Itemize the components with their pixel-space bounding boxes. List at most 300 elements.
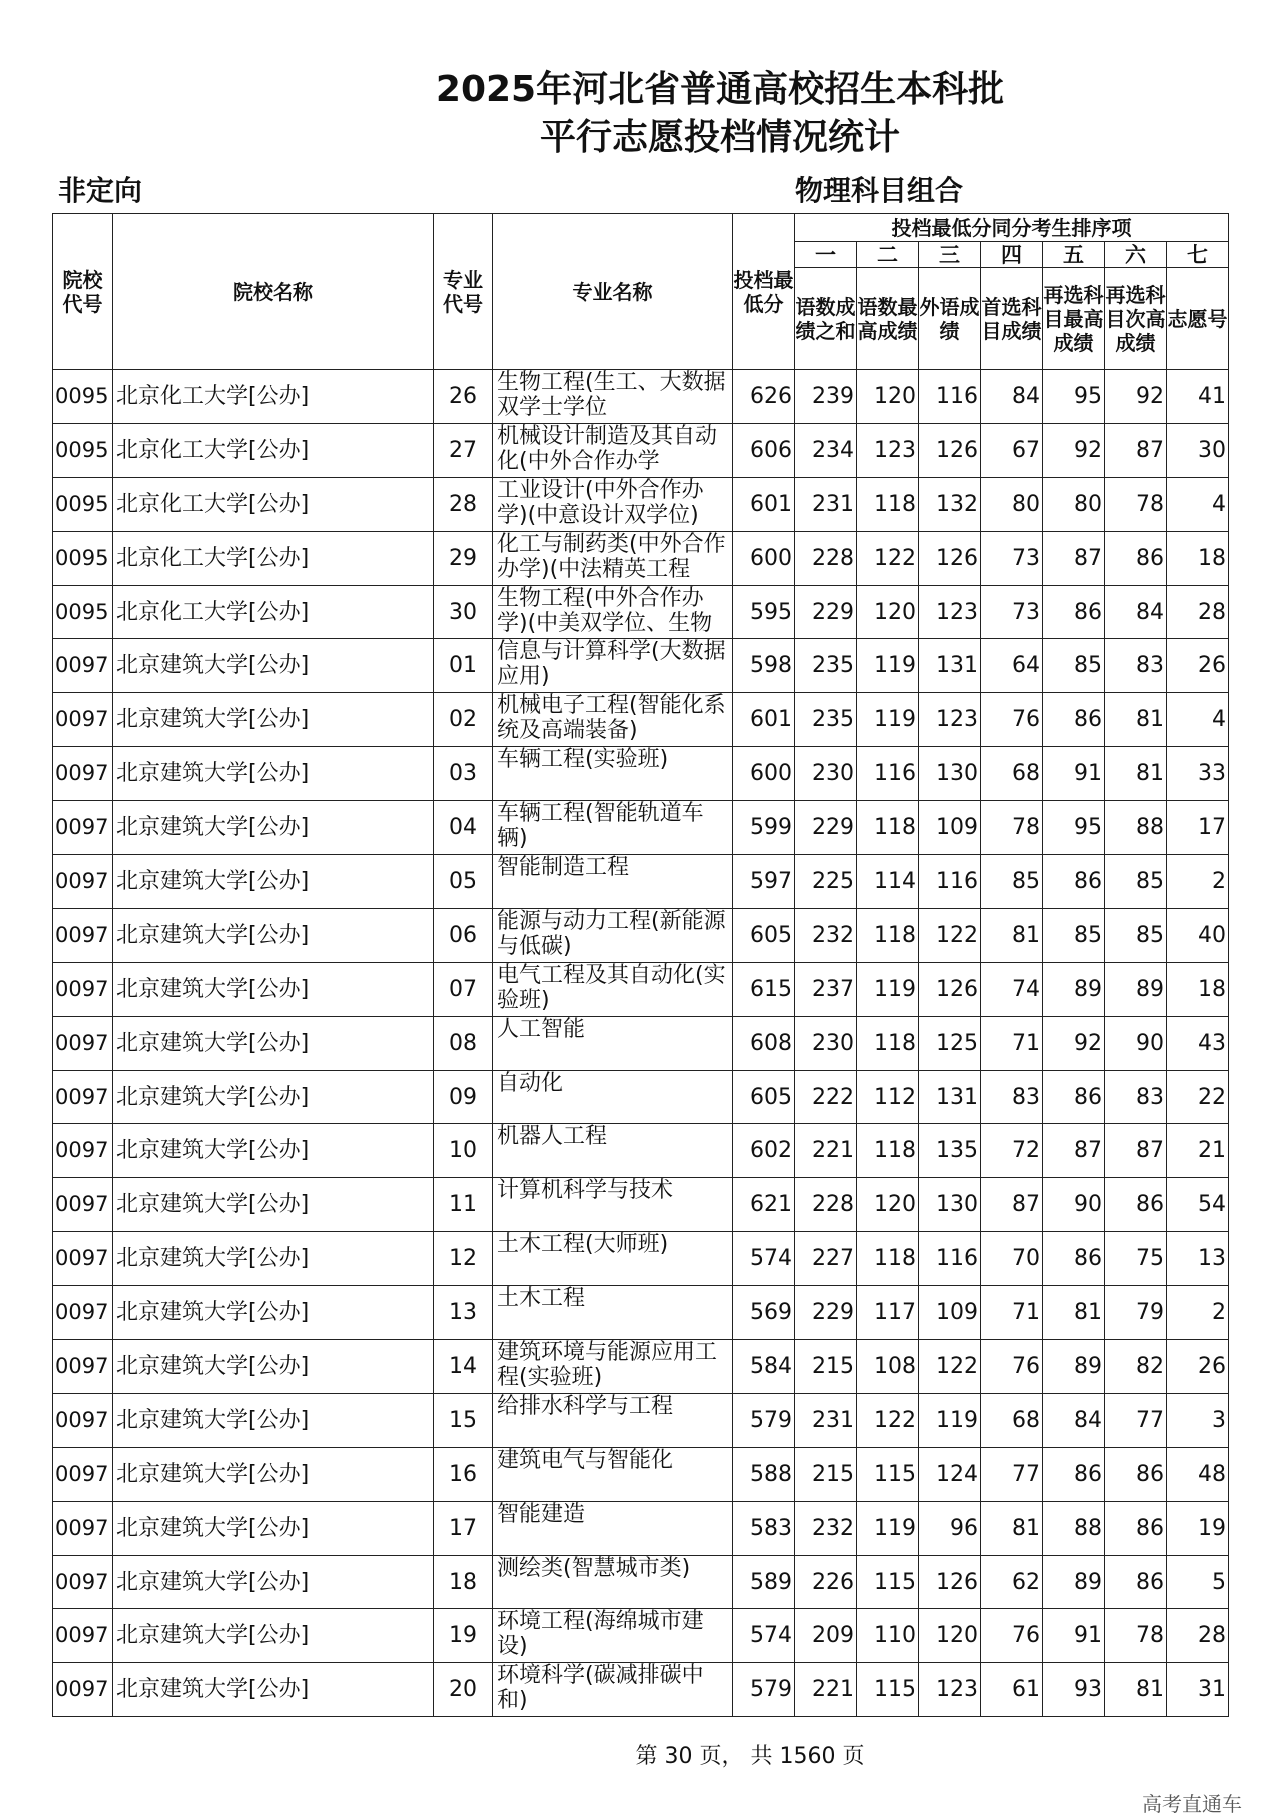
rank1-cell: 222 [795, 1070, 857, 1124]
rank4-cell: 68 [981, 1393, 1043, 1447]
rank2-cell: 117 [857, 1286, 919, 1340]
rank6-cell: 75 [1105, 1232, 1167, 1286]
major-name-text: 信息与计算科学(大数据应用) [497, 639, 726, 690]
major-name-cell [493, 908, 733, 962]
rank3-cell: 124 [919, 1447, 981, 1501]
rank2-cell: 115 [857, 1663, 919, 1717]
major-name-text: 机械电子工程(智能化系统及高端装备) [497, 693, 726, 744]
table-row [53, 1232, 1229, 1286]
rank1-cell: 235 [795, 693, 857, 747]
rank4-cell: 70 [981, 1232, 1043, 1286]
rank3-cell: 126 [919, 531, 981, 585]
rank1-cell: 230 [795, 1016, 857, 1070]
rank1-cell: 221 [795, 1663, 857, 1717]
rank3-cell: 119 [919, 1393, 981, 1447]
major-name-text: 人工智能 [497, 1016, 586, 1042]
rank5-cell: 91 [1043, 1609, 1105, 1663]
page-title-line2: 平行志愿投档情况统计 [539, 117, 900, 158]
table-row [53, 1124, 1229, 1178]
major-code-cell: 03 [434, 747, 493, 801]
school-code-cell: 0097 [53, 1178, 113, 1232]
rank1-cell: 209 [795, 1609, 857, 1663]
rank4-cell: 61 [981, 1663, 1043, 1717]
rank2-cell: 118 [857, 801, 919, 855]
major-name-text: 计算机科学与技术 [497, 1178, 674, 1204]
table-row [53, 1555, 1229, 1609]
rank4-cell: 68 [981, 747, 1043, 801]
min-score-cell: 595 [733, 585, 795, 639]
major-name-text: 生物工程(中外合作办学)(中美双学位、生物 [497, 585, 713, 636]
major-name-cell [493, 531, 733, 585]
table-row [53, 693, 1229, 747]
rank4-cell: 71 [981, 1016, 1043, 1070]
rank4-cell: 64 [981, 639, 1043, 693]
min-score-cell: 588 [733, 1447, 795, 1501]
header-rank-label: 外语成绩 [919, 268, 981, 370]
rank6-cell: 79 [1105, 1286, 1167, 1340]
rank3-cell: 96 [919, 1501, 981, 1555]
table-row [53, 639, 1229, 693]
rank4-cell: 84 [981, 370, 1043, 424]
rank1-cell: 232 [795, 908, 857, 962]
major-code-cell: 12 [434, 1232, 493, 1286]
rank7-cell: 4 [1167, 693, 1229, 747]
rank6-cell: 88 [1105, 801, 1167, 855]
school-name-cell: 北京建筑大学[公办] [113, 1124, 434, 1178]
header-school-code: 院校代号 [53, 214, 113, 370]
rank6-cell: 81 [1105, 1663, 1167, 1717]
rank3-cell: 116 [919, 855, 981, 909]
rank7-cell: 40 [1167, 908, 1229, 962]
min-score-cell: 600 [733, 531, 795, 585]
header-rank-number: 二 [857, 242, 919, 268]
rank5-cell: 86 [1043, 1232, 1105, 1286]
rank4-cell: 67 [981, 423, 1043, 477]
major-code-cell: 10 [434, 1124, 493, 1178]
header-rank-label: 再选科目最高成绩 [1043, 268, 1105, 370]
rank6-cell: 85 [1105, 855, 1167, 909]
rank6-cell: 86 [1105, 1447, 1167, 1501]
major-code-cell: 26 [434, 370, 493, 424]
school-name-cell: 北京建筑大学[公办] [113, 962, 434, 1016]
major-name-cell [493, 1232, 733, 1286]
major-code-cell: 20 [434, 1663, 493, 1717]
school-name-cell: 北京建筑大学[公办] [113, 1232, 434, 1286]
school-name-cell: 北京建筑大学[公办] [113, 1555, 434, 1609]
rank7-cell: 28 [1167, 585, 1229, 639]
major-name-text: 车辆工程(实验班) [497, 747, 669, 773]
rank5-cell: 95 [1043, 370, 1105, 424]
rank7-cell: 31 [1167, 1663, 1229, 1717]
rank6-cell: 87 [1105, 1124, 1167, 1178]
major-code-cell: 02 [434, 693, 493, 747]
rank1-cell: 235 [795, 639, 857, 693]
major-name-cell [493, 1340, 733, 1394]
school-name-cell: 北京建筑大学[公办] [113, 801, 434, 855]
rank3-cell: 122 [919, 1340, 981, 1394]
major-code-cell: 15 [434, 1393, 493, 1447]
rank6-cell: 78 [1105, 477, 1167, 531]
rank7-cell: 21 [1167, 1124, 1229, 1178]
school-name-cell: 北京化工大学[公办] [113, 585, 434, 639]
rank5-cell: 85 [1043, 908, 1105, 962]
major-name-cell [493, 1070, 733, 1124]
min-score-cell: 621 [733, 1178, 795, 1232]
school-code-cell: 0097 [53, 1663, 113, 1717]
table-row [53, 962, 1229, 1016]
rank5-cell: 86 [1043, 693, 1105, 747]
school-code-cell: 0097 [53, 1501, 113, 1555]
school-code-cell: 0097 [53, 1016, 113, 1070]
major-code-cell: 01 [434, 639, 493, 693]
rank3-cell: 116 [919, 1232, 981, 1286]
major-code-cell: 05 [434, 855, 493, 909]
major-name-text: 生物工程(生工、大数据双学士学位 [497, 370, 726, 420]
major-name-text: 环境工程(海绵城市建设) [497, 1609, 704, 1660]
rank7-cell: 28 [1167, 1609, 1229, 1663]
min-score-cell: 602 [733, 1124, 795, 1178]
rank5-cell: 84 [1043, 1393, 1105, 1447]
school-name-cell: 北京建筑大学[公办] [113, 1393, 434, 1447]
school-name-cell: 北京建筑大学[公办] [113, 1286, 434, 1340]
rank4-cell: 81 [981, 908, 1043, 962]
rank3-cell: 126 [919, 1555, 981, 1609]
school-code-cell: 0097 [53, 1340, 113, 1394]
major-name-text: 电气工程及其自动化(实验班) [497, 962, 726, 1013]
major-name-text: 能源与动力工程(新能源与低碳) [497, 908, 726, 959]
rank2-cell: 108 [857, 1340, 919, 1394]
rank4-cell: 71 [981, 1286, 1043, 1340]
rank7-cell: 41 [1167, 370, 1229, 424]
min-score-cell: 579 [733, 1393, 795, 1447]
header-major-code: 专业代号 [434, 214, 493, 370]
rank1-cell: 215 [795, 1447, 857, 1501]
school-code-cell: 0097 [53, 855, 113, 909]
school-code-cell: 0097 [53, 1070, 113, 1124]
school-code-cell: 0097 [53, 1609, 113, 1663]
major-name-text: 智能建造 [497, 1501, 586, 1527]
table-row [53, 1501, 1229, 1555]
major-code-cell: 19 [434, 1609, 493, 1663]
rank5-cell: 92 [1043, 423, 1105, 477]
rank2-cell: 120 [857, 370, 919, 424]
min-score-cell: 601 [733, 477, 795, 531]
header-rank-label: 再选科目次高成绩 [1105, 268, 1167, 370]
major-name-cell [493, 1609, 733, 1663]
rank1-cell: 231 [795, 477, 857, 531]
rank2-cell: 119 [857, 962, 919, 1016]
major-name-cell [493, 1663, 733, 1717]
major-name-cell [493, 1178, 733, 1232]
min-score-cell: 574 [733, 1609, 795, 1663]
rank7-cell: 30 [1167, 423, 1229, 477]
school-code-cell: 0097 [53, 1393, 113, 1447]
major-name-cell [493, 1286, 733, 1340]
table-row [53, 1070, 1229, 1124]
major-name-text: 建筑电气与智能化 [497, 1447, 674, 1473]
rank1-cell: 228 [795, 531, 857, 585]
rank4-cell: 76 [981, 693, 1043, 747]
rank7-cell: 26 [1167, 639, 1229, 693]
table-row [53, 908, 1229, 962]
rank2-cell: 120 [857, 585, 919, 639]
header-rank-number: 六 [1105, 242, 1167, 268]
rank3-cell: 135 [919, 1124, 981, 1178]
page-number: 第 30 页， 共 1560 页 [635, 1744, 865, 1769]
rank2-cell: 122 [857, 1393, 919, 1447]
rank4-cell: 85 [981, 855, 1043, 909]
school-code-cell: 0097 [53, 693, 113, 747]
rank1-cell: 239 [795, 370, 857, 424]
school-name-cell: 北京建筑大学[公办] [113, 1609, 434, 1663]
rank5-cell: 93 [1043, 1663, 1105, 1717]
rank2-cell: 123 [857, 423, 919, 477]
rank2-cell: 115 [857, 1555, 919, 1609]
rank2-cell: 112 [857, 1070, 919, 1124]
rank4-cell: 76 [981, 1609, 1043, 1663]
table-row [53, 1286, 1229, 1340]
school-code-cell: 0095 [53, 370, 113, 424]
rank6-cell: 90 [1105, 1016, 1167, 1070]
min-score-cell: 574 [733, 1232, 795, 1286]
rank3-cell: 126 [919, 962, 981, 1016]
rank7-cell: 26 [1167, 1340, 1229, 1394]
school-name-cell: 北京建筑大学[公办] [113, 1178, 434, 1232]
rank5-cell: 92 [1043, 1016, 1105, 1070]
table-row [53, 1016, 1229, 1070]
table-row [53, 747, 1229, 801]
header-rank-label: 语数成绩之和 [795, 268, 857, 370]
rank1-cell: 230 [795, 747, 857, 801]
major-name-cell [493, 855, 733, 909]
rank6-cell: 83 [1105, 1070, 1167, 1124]
header-school-name: 院校名称 [113, 214, 434, 370]
school-code-cell: 0095 [53, 531, 113, 585]
header-rank-number: 五 [1043, 242, 1105, 268]
header-rank-label: 首选科目成绩 [981, 268, 1043, 370]
watermark: 高考直通车 [1142, 1792, 1242, 1816]
rank7-cell: 33 [1167, 747, 1229, 801]
rank3-cell: 116 [919, 370, 981, 424]
rank6-cell: 84 [1105, 585, 1167, 639]
rank5-cell: 81 [1043, 1286, 1105, 1340]
rank1-cell: 237 [795, 962, 857, 1016]
table-row [53, 1447, 1229, 1501]
rank2-cell: 119 [857, 639, 919, 693]
table-row [53, 585, 1229, 639]
rank6-cell: 86 [1105, 1501, 1167, 1555]
rank4-cell: 81 [981, 1501, 1043, 1555]
school-code-cell: 0095 [53, 477, 113, 531]
rank7-cell: 48 [1167, 1447, 1229, 1501]
school-code-cell: 0097 [53, 962, 113, 1016]
rank7-cell: 13 [1167, 1232, 1229, 1286]
rank6-cell: 81 [1105, 693, 1167, 747]
table-row [53, 1393, 1229, 1447]
header-major-name: 专业名称 [493, 214, 733, 370]
rank6-cell: 86 [1105, 1555, 1167, 1609]
rank2-cell: 119 [857, 693, 919, 747]
school-code-cell: 0097 [53, 908, 113, 962]
major-name-cell [493, 1124, 733, 1178]
admission-table [52, 213, 1229, 1717]
rank2-cell: 120 [857, 1178, 919, 1232]
school-code-cell: 0097 [53, 1286, 113, 1340]
rank6-cell: 86 [1105, 531, 1167, 585]
rank5-cell: 86 [1043, 855, 1105, 909]
rank5-cell: 89 [1043, 1340, 1105, 1394]
header-tiebreak-group: 投档最低分同分考生排序项 [795, 214, 1229, 242]
rank2-cell: 119 [857, 1501, 919, 1555]
rank4-cell: 73 [981, 585, 1043, 639]
major-name-cell [493, 801, 733, 855]
major-name-cell [493, 370, 733, 424]
school-name-cell: 北京建筑大学[公办] [113, 639, 434, 693]
school-code-cell: 0097 [53, 639, 113, 693]
rank3-cell: 109 [919, 801, 981, 855]
rank1-cell: 234 [795, 423, 857, 477]
header-rank-number: 三 [919, 242, 981, 268]
rank3-cell: 131 [919, 639, 981, 693]
table-row [53, 531, 1229, 585]
rank1-cell: 228 [795, 1178, 857, 1232]
min-score-cell: 583 [733, 1501, 795, 1555]
major-code-cell: 13 [434, 1286, 493, 1340]
rank5-cell: 89 [1043, 1555, 1105, 1609]
major-code-cell: 18 [434, 1555, 493, 1609]
min-score-cell: 626 [733, 370, 795, 424]
min-score-cell: 569 [733, 1286, 795, 1340]
rank4-cell: 62 [981, 1555, 1043, 1609]
major-name-text: 机器人工程 [497, 1124, 608, 1150]
school-code-cell: 0097 [53, 1232, 113, 1286]
major-code-cell: 06 [434, 908, 493, 962]
min-score-cell: 615 [733, 962, 795, 1016]
school-name-cell: 北京建筑大学[公办] [113, 1070, 434, 1124]
rank4-cell: 76 [981, 1340, 1043, 1394]
rank2-cell: 118 [857, 1016, 919, 1070]
major-code-cell: 04 [434, 801, 493, 855]
rank7-cell: 54 [1167, 1178, 1229, 1232]
major-code-cell: 17 [434, 1501, 493, 1555]
major-name-text: 工业设计(中外合作办学)(中意设计双学位) [497, 477, 704, 528]
rank5-cell: 88 [1043, 1501, 1105, 1555]
major-name-text: 土木工程 [497, 1286, 586, 1312]
page-title-line1: 2025年河北省普通高校招生本科批 [435, 69, 1005, 110]
major-name-cell [493, 423, 733, 477]
rank7-cell: 18 [1167, 962, 1229, 1016]
rank5-cell: 87 [1043, 1124, 1105, 1178]
school-name-cell: 北京化工大学[公办] [113, 370, 434, 424]
school-name-cell: 北京建筑大学[公办] [113, 1501, 434, 1555]
rank1-cell: 231 [795, 1393, 857, 1447]
min-score-cell: 605 [733, 908, 795, 962]
min-score-cell: 597 [733, 855, 795, 909]
school-code-cell: 0095 [53, 585, 113, 639]
rank7-cell: 2 [1167, 1286, 1229, 1340]
rank4-cell: 87 [981, 1178, 1043, 1232]
major-name-cell [493, 693, 733, 747]
rank6-cell: 92 [1105, 370, 1167, 424]
rank4-cell: 72 [981, 1124, 1043, 1178]
major-code-cell: 28 [434, 477, 493, 531]
school-name-cell: 北京建筑大学[公办] [113, 855, 434, 909]
rank2-cell: 118 [857, 477, 919, 531]
rank1-cell: 232 [795, 1501, 857, 1555]
subject-group-label: 物理科目组合 [795, 174, 964, 207]
rank3-cell: 123 [919, 585, 981, 639]
min-score-cell: 598 [733, 639, 795, 693]
rank5-cell: 90 [1043, 1178, 1105, 1232]
min-score-cell: 579 [733, 1663, 795, 1717]
rank3-cell: 123 [919, 693, 981, 747]
rank5-cell: 89 [1043, 962, 1105, 1016]
table-row [53, 1609, 1229, 1663]
rank6-cell: 89 [1105, 962, 1167, 1016]
rank6-cell: 85 [1105, 908, 1167, 962]
header-min-score: 投档最低分 [733, 214, 795, 370]
rank2-cell: 116 [857, 747, 919, 801]
rank6-cell: 86 [1105, 1178, 1167, 1232]
major-name-cell [493, 1016, 733, 1070]
major-name-cell [493, 747, 733, 801]
major-code-cell: 08 [434, 1016, 493, 1070]
school-name-cell: 北京建筑大学[公办] [113, 1016, 434, 1070]
major-name-text: 车辆工程(智能轨道车辆) [497, 801, 704, 852]
major-code-cell: 09 [434, 1070, 493, 1124]
major-name-cell [493, 1447, 733, 1501]
table-row [53, 1340, 1229, 1394]
rank4-cell: 78 [981, 801, 1043, 855]
table-row [53, 1663, 1229, 1717]
school-code-cell: 0097 [53, 1447, 113, 1501]
major-name-cell [493, 1555, 733, 1609]
school-name-cell: 北京化工大学[公办] [113, 531, 434, 585]
major-name-text: 机械设计制造及其自动化(中外合作办学 [497, 423, 718, 474]
table-row [53, 855, 1229, 909]
rank1-cell: 229 [795, 1286, 857, 1340]
table-row [53, 477, 1229, 531]
major-code-cell: 14 [434, 1340, 493, 1394]
rank7-cell: 2 [1167, 855, 1229, 909]
major-name-cell [493, 1501, 733, 1555]
rank7-cell: 3 [1167, 1393, 1229, 1447]
school-name-cell: 北京化工大学[公办] [113, 477, 434, 531]
rank2-cell: 110 [857, 1609, 919, 1663]
major-code-cell: 16 [434, 1447, 493, 1501]
header-rank-number: 四 [981, 242, 1043, 268]
header-rank-number: 七 [1167, 242, 1229, 268]
header-rank-label: 志愿号 [1167, 268, 1229, 370]
major-name-cell [493, 1393, 733, 1447]
rank4-cell: 73 [981, 531, 1043, 585]
rank7-cell: 5 [1167, 1555, 1229, 1609]
header-rank-label: 语数最高成绩 [857, 268, 919, 370]
rank3-cell: 109 [919, 1286, 981, 1340]
rank4-cell: 77 [981, 1447, 1043, 1501]
rank6-cell: 81 [1105, 747, 1167, 801]
rank2-cell: 118 [857, 1232, 919, 1286]
school-code-cell: 0097 [53, 1555, 113, 1609]
rank1-cell: 225 [795, 855, 857, 909]
school-name-cell: 北京建筑大学[公办] [113, 747, 434, 801]
major-name-cell [493, 477, 733, 531]
rank5-cell: 80 [1043, 477, 1105, 531]
min-score-cell: 589 [733, 1555, 795, 1609]
rank1-cell: 215 [795, 1340, 857, 1394]
rank1-cell: 227 [795, 1232, 857, 1286]
major-name-text: 给排水科学与工程 [497, 1393, 674, 1419]
